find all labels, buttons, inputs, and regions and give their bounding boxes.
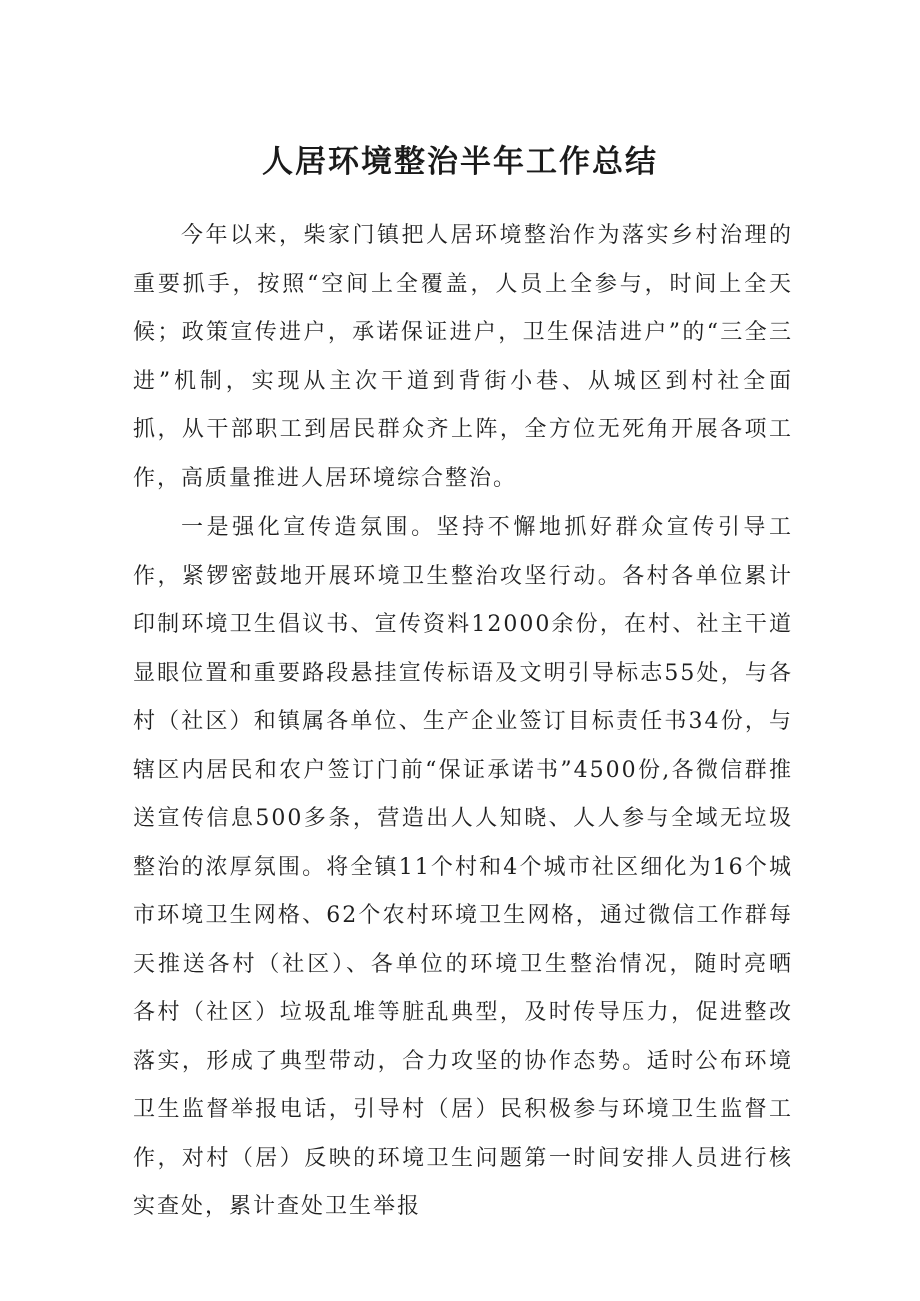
paragraph-publicity: 一是强化宣传造氛围。坚持不懈地抓好群众宣传引导工作，紧锣密鼓地开展环境卫生整治攻坚行动。各村各单位累计印制环境卫生倡议书、宣传资料12000余份，在村、社主干道显眼位置和重要路段悬挂宣传标语及文明引导标志55处，与各村（社区）和镇属各单位、生产企业签订目标责任书34份，与辖区内居民和农户签订门前“保证承诺书”4500份,各微信群推送宣传信息500多条，营造出人人知晓、人人参与全域无垃圾整治的浓厚氛围。将全镇11个村和4个城市社区细化为16个城市环境卫生网格、62个农村环境卫生网格，通过微信工作群每天推送各村（社区）、各单位的环境卫生整治情况，随时亮晒各村（社区）垃圾乱堆等脏乱典型，及时传导压力，促进整改落实，形成了典型带动，合力攻坚的协作态势。适时公布环境卫生监督举报电话，引导村（居）民积极参与环境卫生监督工作，对村（居）反映的环境卫生问题第一时间安排人员进行核实查处，累计查处卫生举报 — [133, 515, 793, 1219]
document-title: 人居环境整治半年工作总结 — [262, 144, 658, 180]
paragraph-intro: 今年以来，柴家门镇把人居环境整治作为落实乡村治理的重要抓手，按照“空间上全覆盖，人员上全参与，时间上全天候；政策宣传进户，承诺保证进户，卫生保洁进户”的“三全三进”机制，实现从主次干道到背街小巷、从城区到村社全面抓，从干部职工到居民群众齐上阵，全方位无死角开展各项工作，高质量推进人居环境综合整治。 — [133, 223, 793, 491]
